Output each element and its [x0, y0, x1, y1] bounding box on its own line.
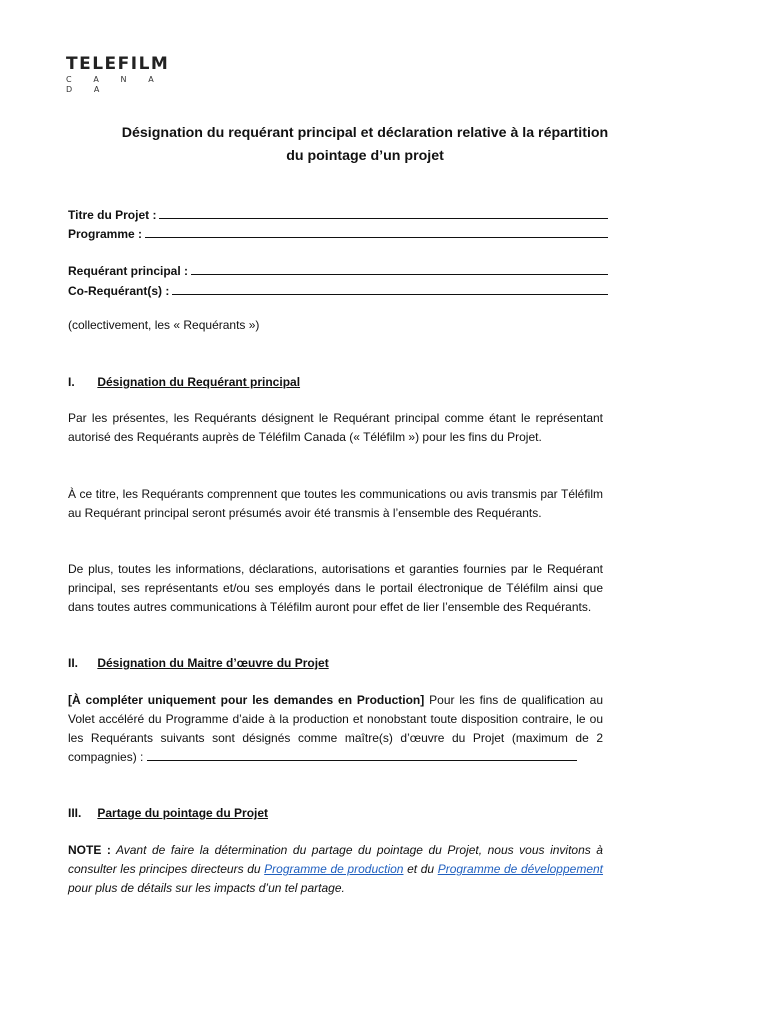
development-program-link[interactable]: Programme de développement: [437, 862, 604, 876]
lead-applicant-field[interactable]: [68, 262, 608, 279]
programme-line[interactable]: [145, 225, 608, 238]
section-3-note: [68, 841, 603, 898]
master-of-works-line[interactable]: [147, 748, 577, 761]
collectively-note: (collectivement, les « Requérants »): [68, 318, 260, 332]
logo-wordmark: TELEFILM: [66, 54, 170, 74]
section-1-title: Désignation du Requérant principal: [97, 375, 301, 389]
section-2-heading: [68, 655, 329, 671]
document-title: [60, 122, 670, 168]
project-title-field[interactable]: [68, 206, 608, 223]
project-title-label: Titre du Projet :: [68, 208, 157, 222]
title-line-2: du pointage d’un projet: [286, 148, 444, 164]
section-1-heading: [68, 374, 300, 390]
programme-field[interactable]: [68, 225, 608, 242]
note-label: NOTE :: [68, 843, 111, 857]
lead-applicant-line[interactable]: [191, 262, 608, 275]
section-3-heading: [68, 805, 268, 821]
section-3-number: III.: [68, 806, 82, 820]
co-applicant-line[interactable]: [172, 282, 608, 295]
logo-subtitle: C A N A D A: [66, 75, 164, 94]
co-applicant-label: Co-Requérant(s) :: [68, 284, 170, 298]
section-1-number: I.: [68, 375, 75, 389]
lead-applicant-label: Requérant principal :: [68, 264, 189, 278]
section-3-title: Partage du pointage du Projet: [97, 806, 269, 820]
co-applicant-field[interactable]: [68, 282, 608, 299]
section-1-paragraph-1: Par les présentes, les Requérants désignent le Requérant principal comme étant le représentant autorisé des Requérants auprès de Téléfilm Canada (« Téléfilm ») pour les fins du Projet.: [68, 411, 603, 444]
section-2-paragraph: [68, 691, 603, 767]
telefilm-logo: [66, 54, 170, 95]
note-text-1: Avant de faire la détermination du partage du pointage du Projet, nous vous invitons à consulter les principes directeurs du: [68, 843, 603, 876]
section-2-bold-intro: [À compléter uniquement pour les demandes en Production]: [68, 693, 425, 707]
section-1-paragraph-3: De plus, toutes les informations, déclarations, autorisations et garanties fournies par le Requérant principal, ses représentants et/ou ses employés dans le portail électronique de Téléfilm ainsi que dans toutes autres communications à Téléfilm auront pour effet de lier l’ensemble des Requérants.: [68, 562, 603, 614]
section-2-title: Désignation du Maitre d’œuvre du Projet: [97, 656, 329, 670]
note-text-3: pour plus de détails sur les impacts d’un tel partage.: [68, 881, 345, 895]
project-title-line[interactable]: [159, 206, 608, 219]
note-text-2: et du: [403, 862, 438, 876]
programme-label: Programme :: [68, 227, 143, 241]
section-2-number: II.: [68, 656, 79, 670]
section-1-paragraph-2: À ce titre, les Requérants comprennent que toutes les communications ou avis transmis par Téléfilm au Requérant principal seront présumés avoir été transmis à l’ensemble des Requérants.: [68, 487, 603, 520]
section-2-text: Pour les fins de qualification au Volet accéléré du Programme d’aide à la production et nonobstant toute disposition contraire, le ou les Requérants suivants sont désignés comme maître(s) d’œuvre du Projet (maximum de 2 compagnies) :: [68, 693, 604, 764]
title-line-1: Désignation du requérant principal et déclaration relative à la répartition: [121, 125, 609, 141]
production-program-link[interactable]: Programme de production: [264, 862, 404, 876]
